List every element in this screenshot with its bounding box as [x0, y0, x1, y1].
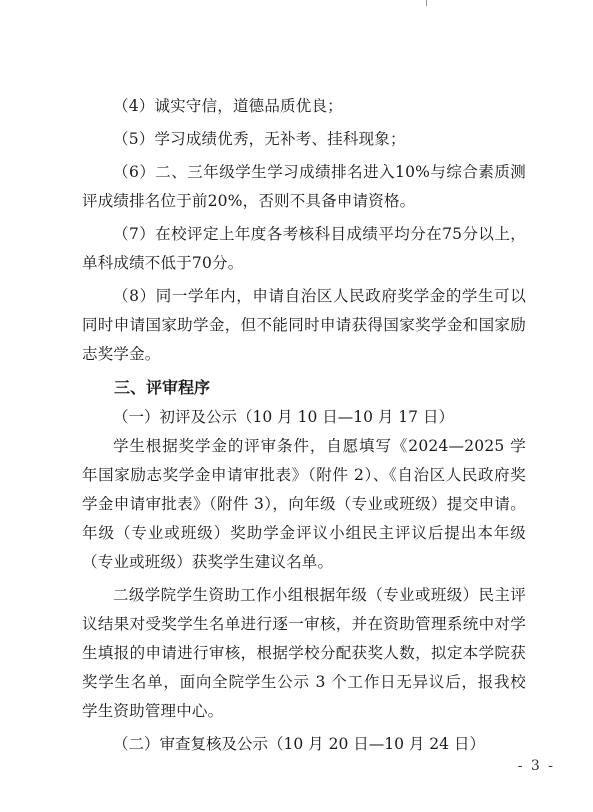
criteria-item-4: （4）诚实守信，道德品质优良；: [113, 97, 343, 115]
subheading-preliminary-review: （一）初评及公示（10 月 10 日—10 月 17 日）: [113, 408, 454, 426]
criteria-item-7: （7）在校评定上年度各考核科目成绩平均分在75分以上，单科成绩不低于70分。: [82, 225, 526, 272]
scan-mark: [426, 0, 427, 6]
paragraph-application: 学生根据奖学金的评审条件，自愿填写《2024—2025 学年国家励志奖学金申请审批表》（附件 2）、《自治区人民政府奖学金申请审批表》（附件 3），向年级（专业或班级）提交申请。年级（专业或班级）奖助学金评议小组民主评议后提出本年级（专业或班级）获奖学生建议名单。: [82, 437, 526, 571]
page-number: - 3 -: [517, 758, 555, 774]
criteria-item-8: （8）同一学年内，申请自治区人民政府奖学金的学生可以同时申请国家助学金，但不能同时申请获得国家奖学金和国家励志奖学金。: [82, 287, 526, 363]
document-body: [82, 92, 526, 759]
criteria-item-6: （6）二、三年级学生学习成绩排名进入10%与综合素质测评成绩排名位于前20%，否则不具备申请资格。: [82, 163, 526, 210]
subheading-verification: （二）审查复核及公示（10 月 20 日—10 月 24 日）: [113, 735, 485, 753]
section-heading-review-procedure: 三、评审程序: [114, 378, 211, 397]
criteria-item-5: （5）学习成绩优秀，无补考、挂科现象；: [113, 130, 406, 148]
paragraph-college-review: 二级学院学生资助工作小组根据年级（专业或班级）民主评议结果对受奖学生名单进行逐一审核，并在资助管理系统中对学生填报的申请进行审核，根据学校分配获奖人数，拟定本学院获奖学生名单，面向全院学生公示 3 个工作日无异议后，报我校学生资助管理中心。: [82, 586, 526, 720]
